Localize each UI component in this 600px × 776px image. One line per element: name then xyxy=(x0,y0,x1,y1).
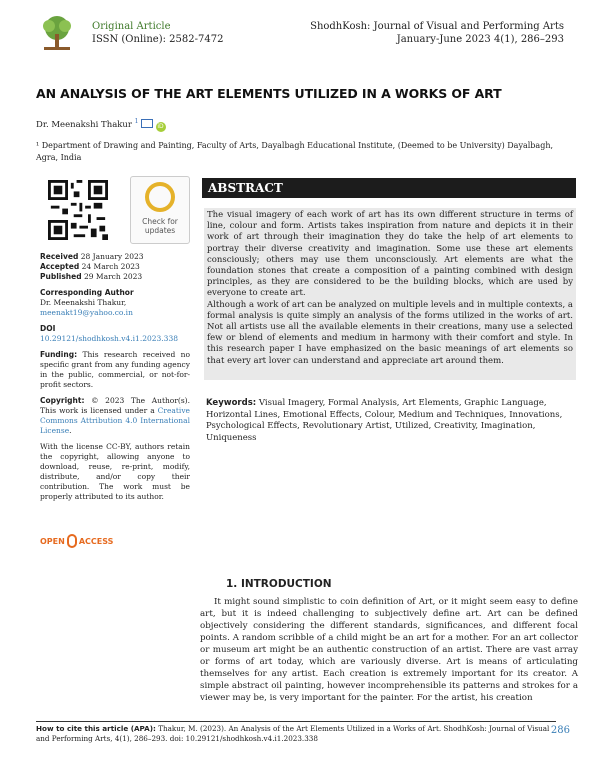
journal-tree-logo-icon xyxy=(36,14,78,54)
article-info-sidebar xyxy=(40,252,190,508)
keywords xyxy=(206,398,576,444)
author-line xyxy=(36,118,166,131)
doi-link[interactable]: 10.29121/shodhkosh.v4.i1.2023.338 xyxy=(40,334,178,343)
orcid-icon[interactable]: iD xyxy=(157,123,164,130)
author-email-link[interactable]: meenakt19@yahoo.co.in xyxy=(40,308,133,317)
license-link[interactable]: Creative Commons Attribution 4.0 International License xyxy=(40,406,190,435)
email-icon[interactable] xyxy=(141,119,153,128)
author-sup: 1 xyxy=(134,118,139,125)
corresponding-author: Corresponding Author Dr. Meenakshi Thakur, meenakt19@yahoo.co.in xyxy=(40,288,190,318)
open-access-badge: OPEN ACCESS xyxy=(40,534,113,548)
open-access-lock-icon xyxy=(67,534,77,548)
abstract-paragraph-2: Although a work of art can be analyzed on multiple levels and in multiple contexts, a formal analysis is quite simply an analysis of the forms utilized in the works of art. Not all artists use all the available elements in their creations, many use a selected few or blend of elements and medium in harmony with their comfort and style. In this research paper I have emphasized on the basic meanings of art elements so that every art lover can understand and appreciate art around them. xyxy=(207,299,573,366)
page-number: 286 xyxy=(550,725,570,736)
doi-block: DOI 10.29121/shodhkosh.v4.i1.2023.338 xyxy=(40,324,190,344)
affiliation: ¹ Department of Drawing and Painting, Faculty of Arts, Dayalbagh Educational Institute, (Deemed to be University) Dayalbagh, Agra, India xyxy=(36,141,554,162)
article-type: Original Article xyxy=(92,21,171,32)
header-left xyxy=(92,20,223,46)
check-for-updates-badge[interactable] xyxy=(130,176,190,244)
header-right xyxy=(310,20,564,46)
copyright-block: Copyright: © 2023 The Author(s). This work is licensed under a Creative Commons Attribution 4.0 International License. xyxy=(40,396,190,435)
journal-name: ShodhKosh: Journal of Visual and Performing Arts xyxy=(310,21,564,32)
citation-footer xyxy=(36,721,556,744)
license-text: With the license CC-BY, authors retain the copyright, allowing anyone to download, reuse, re-print, modify, distribute, and/or copy their contribution. The work must be properly attributed to its author. xyxy=(40,442,190,501)
introduction-heading: 1. INTRODUCTION xyxy=(226,578,332,590)
check-updates-label: Check for updates xyxy=(142,217,178,235)
citation-label: How to cite this article (APA): xyxy=(36,724,156,733)
author-name[interactable]: Dr. Meenakshi Thakur xyxy=(36,120,132,130)
funding-block: Funding: This research received no specific grant from any funding agency in the public, commercial, or not-for-profit sectors. xyxy=(40,350,190,389)
abstract-body xyxy=(204,208,576,380)
issue-info: January-June 2023 4(1), 286–293 xyxy=(396,34,564,45)
keywords-text: Visual Imagery, Formal Analysis, Art Elements, Graphic Language, Horizontal Lines, Emotional Effects, Colour, Medium and Techniques, Innovations, Psychological Effects, Revolutionary Artist, Utilized, Creativity, Imagination, Uniqueness xyxy=(206,398,563,443)
citation-text: Thakur, M. (2023). An Analysis of the Art Elements Utilized in a Works of Art. ShodhKosh: Journal of Visual and Performing Arts, 4(1), 286–293. doi: 10.29121/shodhkosh.v4.i1.2023.338 xyxy=(36,724,550,743)
introduction-text: It might sound simplistic to coin definition of Art, or it might seem easy to define art, but it is indeed challenging to subjectively define art. Art can be defined objectively considering the different standards, significances, and different focal points. A random scribble of a child might be an art for a mother. For an art collector or museum art might be an authentic construction of an artist. There are vast array or forms of art today, which are variously diverse. Art is means of articulating themselves for any artist. Each creation is extremely important for its creator. A simple abstract oil painting, however incomprehensible its patterns and strokes for a viewer may be, is very important for the painter. For the artist, his creation xyxy=(200,597,578,703)
abstract-heading: ABSTRACT xyxy=(202,178,576,198)
check-updates-icon xyxy=(145,182,175,212)
abstract-paragraph-1: The visual imagery of each work of art has its own different structure in terms of line, colour and form. Artists takes inspiration from nature and depicts it in their work of art through their imagination they do take the help of art elements to portray their diverse creativity and imagination. Some use these art elements consciously; others may use them unconsciously. Art elements are what the foundation stones that create a composition of a painting combined with design principles, as they are considered to be the building blocks, which are used by everyone to create art. xyxy=(207,210,573,299)
paper-title: AN ANALYSIS OF THE ART ELEMENTS UTILIZED IN A WORKS OF ART xyxy=(36,86,502,101)
keywords-label: Keywords: xyxy=(206,398,257,408)
qr-code-icon xyxy=(48,180,108,240)
issn: ISSN (Online): 2582-7472 xyxy=(92,34,224,45)
dates: Received 28 January 2023 Accepted 24 March 2023 Published 29 March 2023 xyxy=(40,252,144,281)
